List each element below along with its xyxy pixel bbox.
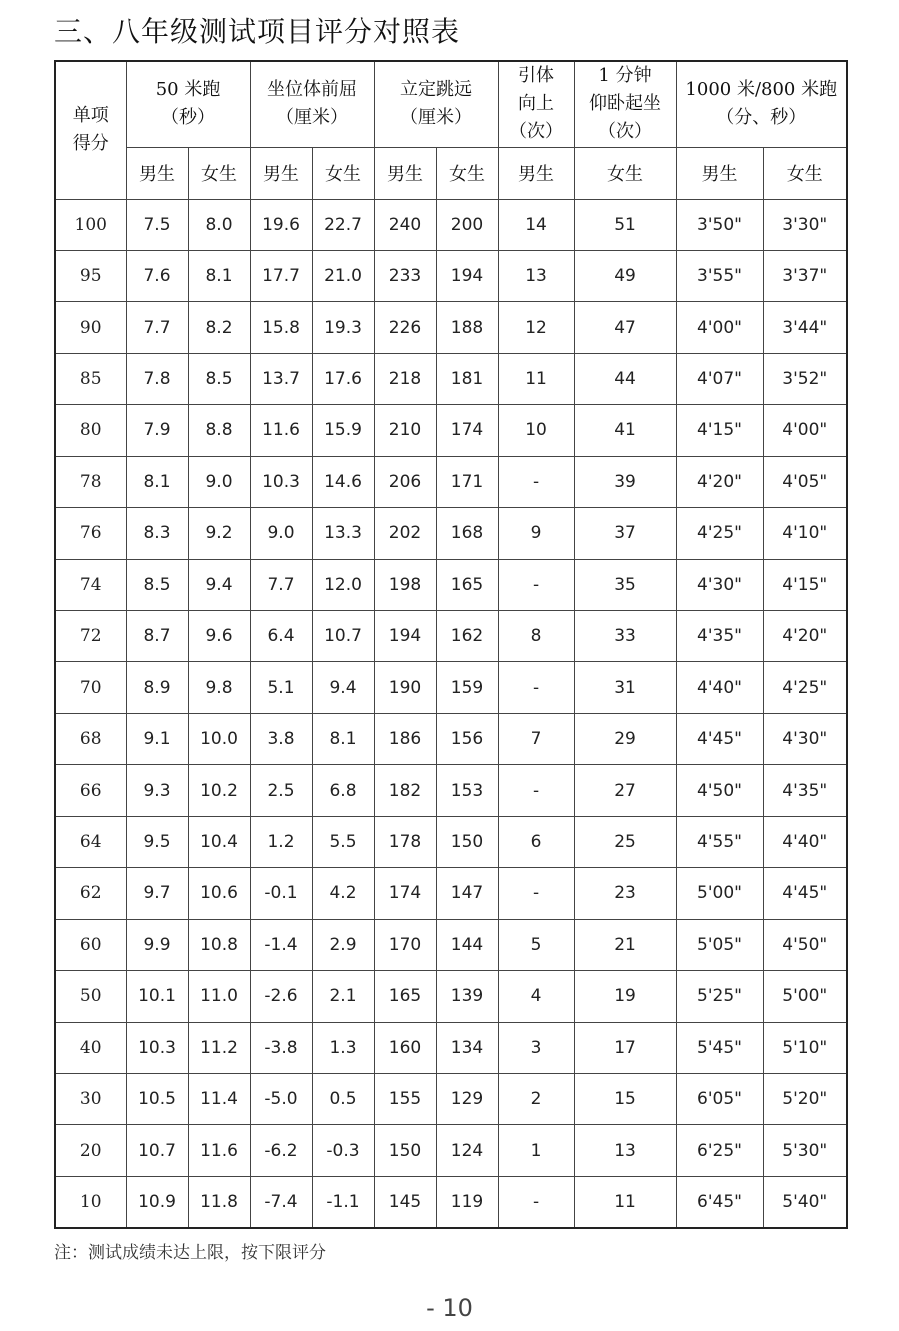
table-row [55,1073,847,1124]
table-cell: 10.1 [126,971,188,1022]
table-cell: -3.8 [250,1022,312,1073]
table-cell: 7.7 [250,559,312,610]
score-value-cell: 74 [55,559,126,610]
table-cell: 9.0 [188,456,250,507]
table-cell: 198 [374,559,436,610]
table-cell: 190 [374,662,436,713]
table-cell: 3'37" [763,250,847,301]
table-cell: 0.5 [312,1073,374,1124]
score-table [54,60,848,1229]
table-cell: 3.8 [250,713,312,764]
table-cell: 9.1 [126,713,188,764]
table-cell: 181 [436,353,498,404]
table-cell: - [498,559,574,610]
table-cell: 202 [374,508,436,559]
table-cell: 153 [436,765,498,816]
table-cell: 4'20" [763,611,847,662]
table-cell: 4.2 [312,868,374,919]
table-cell: 11.8 [188,1176,250,1227]
score-value-cell: 40 [55,1022,126,1073]
table-cell: 6'25" [676,1125,763,1176]
table-cell: 11.4 [188,1073,250,1124]
table-cell: 7.8 [126,353,188,404]
table-cell: -0.1 [250,868,312,919]
table-cell: 5'05" [676,919,763,970]
table-cell: 17.6 [312,353,374,404]
score-header: 单项 得分 [55,61,126,199]
table-row [55,353,847,404]
table-cell: 4'00" [763,405,847,456]
table-cell: 226 [374,302,436,353]
table-cell: 21.0 [312,250,374,301]
table-cell: 31 [574,662,676,713]
table-cell: - [498,765,574,816]
table-cell: 7.9 [126,405,188,456]
table-cell: 19.3 [312,302,374,353]
score-value-cell: 95 [55,250,126,301]
table-cell: 5'00" [676,868,763,919]
table-cell: 33 [574,611,676,662]
table-cell: 5'40" [763,1176,847,1227]
table-cell: 29 [574,713,676,764]
table-cell: 10.0 [188,713,250,764]
table-cell: 7.7 [126,302,188,353]
score-value-cell: 100 [55,199,126,250]
group-header: 50 米跑 （秒） [126,61,250,147]
table-cell: - [498,456,574,507]
table-cell: -5.0 [250,1073,312,1124]
table-cell: 1.2 [250,816,312,867]
table-cell: 10.7 [312,611,374,662]
table-cell: 27 [574,765,676,816]
table-cell: 174 [374,868,436,919]
table-cell: 9.6 [188,611,250,662]
table-cell: 4'07" [676,353,763,404]
table-cell: 47 [574,302,676,353]
score-value-cell: 85 [55,353,126,404]
table-cell: 155 [374,1073,436,1124]
sex-header: 女生 [436,147,498,199]
sex-header: 男生 [498,147,574,199]
table-row [55,508,847,559]
table-cell: 15.8 [250,302,312,353]
table-cell: 4'40" [763,816,847,867]
table-cell: 200 [436,199,498,250]
sex-header: 女生 [188,147,250,199]
table-cell: 9.7 [126,868,188,919]
table-cell: 14 [498,199,574,250]
table-cell: 15.9 [312,405,374,456]
sex-header: 女生 [763,147,847,199]
table-cell: 4'40" [676,662,763,713]
table-row [55,816,847,867]
table-cell: 11.2 [188,1022,250,1073]
table-cell: 4'50" [763,919,847,970]
table-cell: 8.5 [188,353,250,404]
table-cell: 35 [574,559,676,610]
table-cell: 119 [436,1176,498,1227]
table-row [55,405,847,456]
table-cell: 10.8 [188,919,250,970]
table-cell: 5.5 [312,816,374,867]
table-cell: 17.7 [250,250,312,301]
table-cell: 174 [436,405,498,456]
table-cell: 11 [574,1176,676,1227]
footnote: 注：测试成绩未达上限，按下限评分 [54,1243,326,1263]
table-cell: 13.3 [312,508,374,559]
table-cell: 8.2 [188,302,250,353]
table-cell: 14.6 [312,456,374,507]
score-value-cell: 50 [55,971,126,1022]
table-cell: 4'25" [763,662,847,713]
table-cell: 6'45" [676,1176,763,1227]
table-cell: 12.0 [312,559,374,610]
table-cell: 4 [498,971,574,1022]
table-cell: - [498,662,574,713]
table-row [55,1125,847,1176]
score-value-cell: 60 [55,919,126,970]
group-header: 引体 向上 （次） [498,61,574,147]
group-header: 立定跳远 （厘米） [374,61,498,147]
table-row [55,611,847,662]
group-header: 1 分钟 仰卧起坐 （次） [574,61,676,147]
table-cell: 3'52" [763,353,847,404]
table-cell: 8.8 [188,405,250,456]
score-value-cell: 70 [55,662,126,713]
score-value-cell: 90 [55,302,126,353]
table-cell: 23 [574,868,676,919]
table-cell: 5'45" [676,1022,763,1073]
table-cell: -1.1 [312,1176,374,1227]
table-cell: 7.6 [126,250,188,301]
table-cell: 144 [436,919,498,970]
table-cell: 22.7 [312,199,374,250]
sex-header: 男生 [676,147,763,199]
sex-header: 女生 [574,147,676,199]
table-cell: 5 [498,919,574,970]
table-cell: 10 [498,405,574,456]
table-cell: 9 [498,508,574,559]
table-row [55,250,847,301]
table-cell: 4'30" [676,559,763,610]
table-cell: 4'10" [763,508,847,559]
table-cell: 8.9 [126,662,188,713]
table-cell: 9.4 [312,662,374,713]
table-cell: 4'00" [676,302,763,353]
table-cell: -0.3 [312,1125,374,1176]
table-row [55,713,847,764]
table-cell: 10.6 [188,868,250,919]
table-cell: 44 [574,353,676,404]
table-cell: 9.0 [250,508,312,559]
table-cell: 162 [436,611,498,662]
table-cell: 182 [374,765,436,816]
table-cell: 11.0 [188,971,250,1022]
table-cell: 2.5 [250,765,312,816]
table-cell: 188 [436,302,498,353]
score-value-cell: 80 [55,405,126,456]
table-cell: 178 [374,816,436,867]
table-cell: 206 [374,456,436,507]
table-cell: 19 [574,971,676,1022]
table-cell: 9.2 [188,508,250,559]
table-cell: 4'30" [763,713,847,764]
table-cell: 13 [498,250,574,301]
table-cell: 240 [374,199,436,250]
table-cell: 3'30" [763,199,847,250]
table-cell: 171 [436,456,498,507]
table-cell: 6.4 [250,611,312,662]
table-cell: 4'20" [676,456,763,507]
table-cell: -2.6 [250,971,312,1022]
table-cell: 49 [574,250,676,301]
table-cell: 4'35" [763,765,847,816]
table-cell: 150 [436,816,498,867]
table-cell: 8.1 [126,456,188,507]
table-cell: 19.6 [250,199,312,250]
table-cell: 10.3 [126,1022,188,1073]
page-title: 三、八年级测试项目评分对照表 [54,15,461,48]
table-cell: 39 [574,456,676,507]
sex-header: 男生 [126,147,188,199]
table-cell: 3 [498,1022,574,1073]
table-cell: 9.3 [126,765,188,816]
table-cell: 51 [574,199,676,250]
table-cell: 11.6 [188,1125,250,1176]
table-cell: 124 [436,1125,498,1176]
table-cell: 1.3 [312,1022,374,1073]
table-cell: 186 [374,713,436,764]
table-row [55,971,847,1022]
table-cell: 10.4 [188,816,250,867]
score-value-cell: 30 [55,1073,126,1124]
table-cell: 8 [498,611,574,662]
table-row [55,456,847,507]
table-cell: 150 [374,1125,436,1176]
score-value-cell: 76 [55,508,126,559]
table-cell: 194 [436,250,498,301]
score-value-cell: 62 [55,868,126,919]
table-cell: 4'25" [676,508,763,559]
group-header: 坐位体前屈 （厘米） [250,61,374,147]
sex-header: 男生 [250,147,312,199]
table-cell: 7 [498,713,574,764]
table-row [55,868,847,919]
table-cell: 15 [574,1073,676,1124]
table-cell: 5'30" [763,1125,847,1176]
table-cell: 12 [498,302,574,353]
table-cell: 233 [374,250,436,301]
table-cell: 165 [436,559,498,610]
table-cell: 9.8 [188,662,250,713]
table-row [55,302,847,353]
table-cell: 2 [498,1073,574,1124]
table-cell: 21 [574,919,676,970]
table-cell: 4'15" [763,559,847,610]
sex-header: 女生 [312,147,374,199]
score-value-cell: 10 [55,1176,126,1227]
table-cell: 3'44" [763,302,847,353]
table-cell: 194 [374,611,436,662]
score-value-cell: 66 [55,765,126,816]
table-cell: 13.7 [250,353,312,404]
table-cell: 1 [498,1125,574,1176]
table-cell: 4'35" [676,611,763,662]
table-cell: 159 [436,662,498,713]
table-cell: 134 [436,1022,498,1073]
table-cell: 17 [574,1022,676,1073]
table-cell: 168 [436,508,498,559]
table-row [55,662,847,713]
table-row [55,765,847,816]
table-cell: -7.4 [250,1176,312,1227]
table-cell: 147 [436,868,498,919]
table-cell: 25 [574,816,676,867]
table-cell: 13 [574,1125,676,1176]
table-cell: 210 [374,405,436,456]
table-cell: 7.5 [126,199,188,250]
table-cell: 11.6 [250,405,312,456]
table-cell: 8.0 [188,199,250,250]
table-cell: 4'50" [676,765,763,816]
table-cell: 11 [498,353,574,404]
table-cell: -1.4 [250,919,312,970]
table-cell: 2.1 [312,971,374,1022]
table-cell: 4'05" [763,456,847,507]
table-cell: 170 [374,919,436,970]
page-number: - 10 [426,1294,473,1322]
table-cell: 5'25" [676,971,763,1022]
score-value-cell: 68 [55,713,126,764]
table-cell: 8.1 [312,713,374,764]
table-cell: 37 [574,508,676,559]
table-row [55,199,847,250]
table-row [55,1176,847,1227]
table-cell: 139 [436,971,498,1022]
table-cell: 10.9 [126,1176,188,1227]
table-cell: - [498,868,574,919]
table-row [55,919,847,970]
table-cell: 160 [374,1022,436,1073]
table-cell: 8.3 [126,508,188,559]
table-cell: 165 [374,971,436,1022]
table-cell: 8.7 [126,611,188,662]
table-cell: 6'05" [676,1073,763,1124]
score-value-cell: 78 [55,456,126,507]
table-cell: 9.5 [126,816,188,867]
table-cell: 8.5 [126,559,188,610]
table-cell: 5'00" [763,971,847,1022]
table-cell: 6 [498,816,574,867]
table-cell: 156 [436,713,498,764]
table-cell: 10.5 [126,1073,188,1124]
table-cell: 129 [436,1073,498,1124]
table-cell: 8.1 [188,250,250,301]
table-cell: 5'10" [763,1022,847,1073]
table-cell: 4'55" [676,816,763,867]
table-cell: 10.2 [188,765,250,816]
group-header: 1000 米/800 米跑 （分、秒） [676,61,847,147]
sex-header: 男生 [374,147,436,199]
table-cell: 6.8 [312,765,374,816]
table-cell: 9.9 [126,919,188,970]
table-cell: 4'15" [676,405,763,456]
score-value-cell: 64 [55,816,126,867]
table-cell: 10.7 [126,1125,188,1176]
table-cell: -6.2 [250,1125,312,1176]
table-cell: 5'20" [763,1073,847,1124]
table-cell: 9.4 [188,559,250,610]
table-cell: - [498,1176,574,1227]
table-cell: 5.1 [250,662,312,713]
table-cell: 145 [374,1176,436,1227]
table-cell: 218 [374,353,436,404]
table-cell: 41 [574,405,676,456]
table-row [55,559,847,610]
table-cell: 4'45" [763,868,847,919]
table-cell: 4'45" [676,713,763,764]
table-row [55,1022,847,1073]
table-cell: 10.3 [250,456,312,507]
score-value-cell: 72 [55,611,126,662]
table-cell: 2.9 [312,919,374,970]
table-cell: 3'55" [676,250,763,301]
score-value-cell: 20 [55,1125,126,1176]
table-cell: 3'50" [676,199,763,250]
